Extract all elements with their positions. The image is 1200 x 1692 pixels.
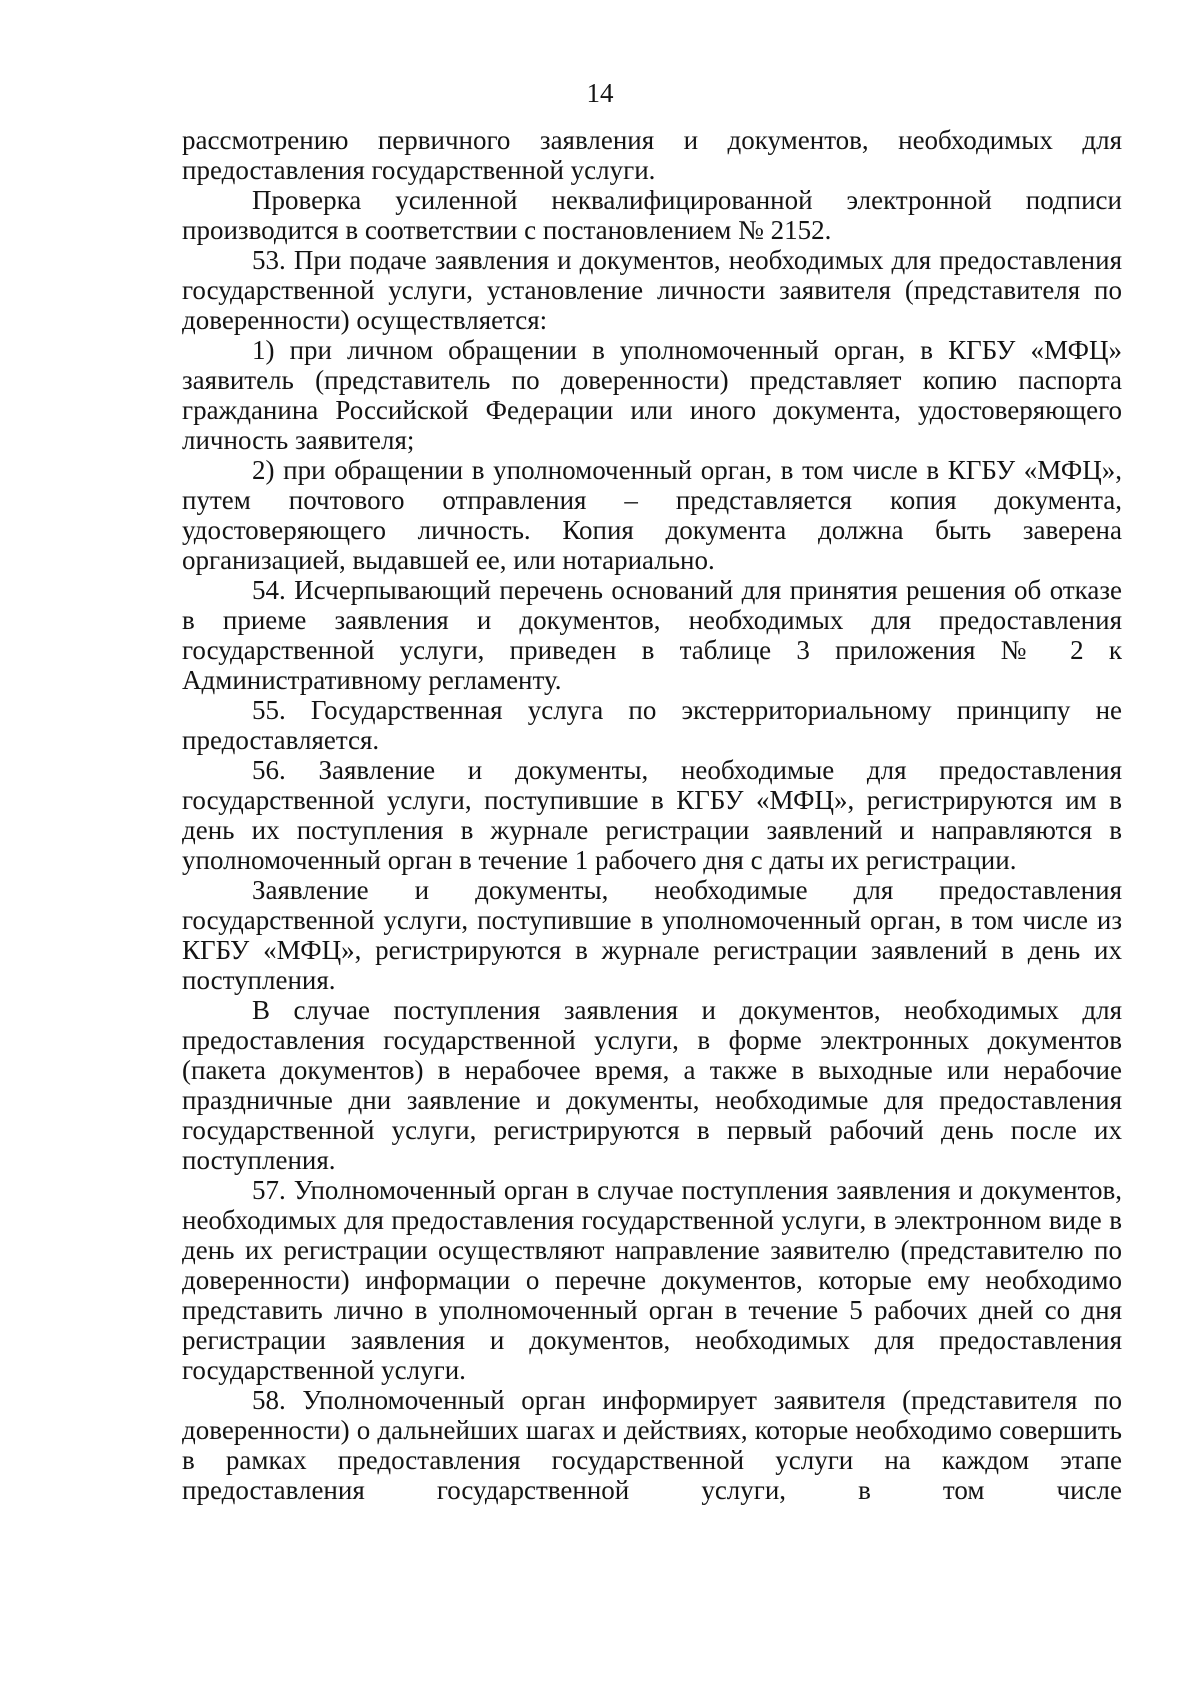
paragraph-53-item-2: 2) при обращении в уполномоченный орган, в том числе в КГБУ «МФЦ», путем почтового отправления – представляется копия документа, удостоверяющего личность. Копия документа должна быть заверена организацией, выдавшей ее, или нотариально.	[182, 455, 1122, 575]
paragraph-58: 58. Уполномоченный орган информирует заявителя (представителя по доверенности) о дальнейших шагах и действиях, которые необходимо совершить в рамках предоставления государственной услуги на каждом этапе предоставления государственной услуги, в том числе	[182, 1385, 1122, 1505]
page-number: 14	[586, 78, 614, 108]
paragraph-56-electronic: В случае поступления заявления и документов, необходимых для предоставления государственной услуги, в форме электронных документов (пакета документов) в нерабочее время, а также в выходные или нерабочие праздничные дни заявление и документы, необходимые для предоставления государственной услуги, регистрируются в первый рабочий день после их поступления.	[182, 995, 1122, 1175]
document-body	[182, 125, 1122, 1505]
paragraph-56-registration: Заявление и документы, необходимые для предоставления государственной услуги, поступившие в уполномоченный орган, в том числе из КГБУ «МФЦ», регистрируются в журнале регистрации заявлений в день их поступления.	[182, 875, 1122, 995]
paragraph-56: 56. Заявление и документы, необходимые для предоставления государственной услуги, поступившие в КГБУ «МФЦ», регистрируются им в день их поступления в журнале регистрации заявлений и направляются в уполномоченный орган в течение 1 рабочего дня с даты их регистрации.	[182, 755, 1122, 875]
paragraph-57: 57. Уполномоченный орган в случае поступления заявления и документов, необходимых для предоставления государственной услуги, в электронном виде в день их регистрации осуществляют направление заявителю (представителю по доверенности) информации о перечне документов, которые ему необходимо представить лично в уполномоченный орган в течение 5 рабочих дней со дня регистрации заявления и документов, необходимых для предоставления государственной услуги.	[182, 1175, 1122, 1385]
paragraph-53-item-1: 1) при личном обращении в уполномоченный орган, в КГБУ «МФЦ» заявитель (представитель по доверенности) представляет копию паспорта гражданина Российской Федерации или иного документа, удостоверяющего личность заявителя;	[182, 335, 1122, 455]
paragraph-continuation: рассмотрению первичного заявления и документов, необходимых для предоставления государственной услуги.	[182, 125, 1122, 185]
paragraph-signature-check: Проверка усиленной неквалифицированной электронной подписи производится в соответствии с постановлением № 2152.	[182, 185, 1122, 245]
paragraph-54: 54. Исчерпывающий перечень оснований для принятия решения об отказе в приеме заявления и документов, необходимых для предоставления государственной услуги, приведен в таблице 3 приложения № 2 к Административному регламенту.	[182, 575, 1122, 695]
paragraph-55: 55. Государственная услуга по экстерриториальному принципу не предоставляется.	[182, 695, 1122, 755]
paragraph-53: 53. При подаче заявления и документов, необходимых для предоставления государственной услуги, установление личности заявителя (представителя по доверенности) осуществляется:	[182, 245, 1122, 335]
